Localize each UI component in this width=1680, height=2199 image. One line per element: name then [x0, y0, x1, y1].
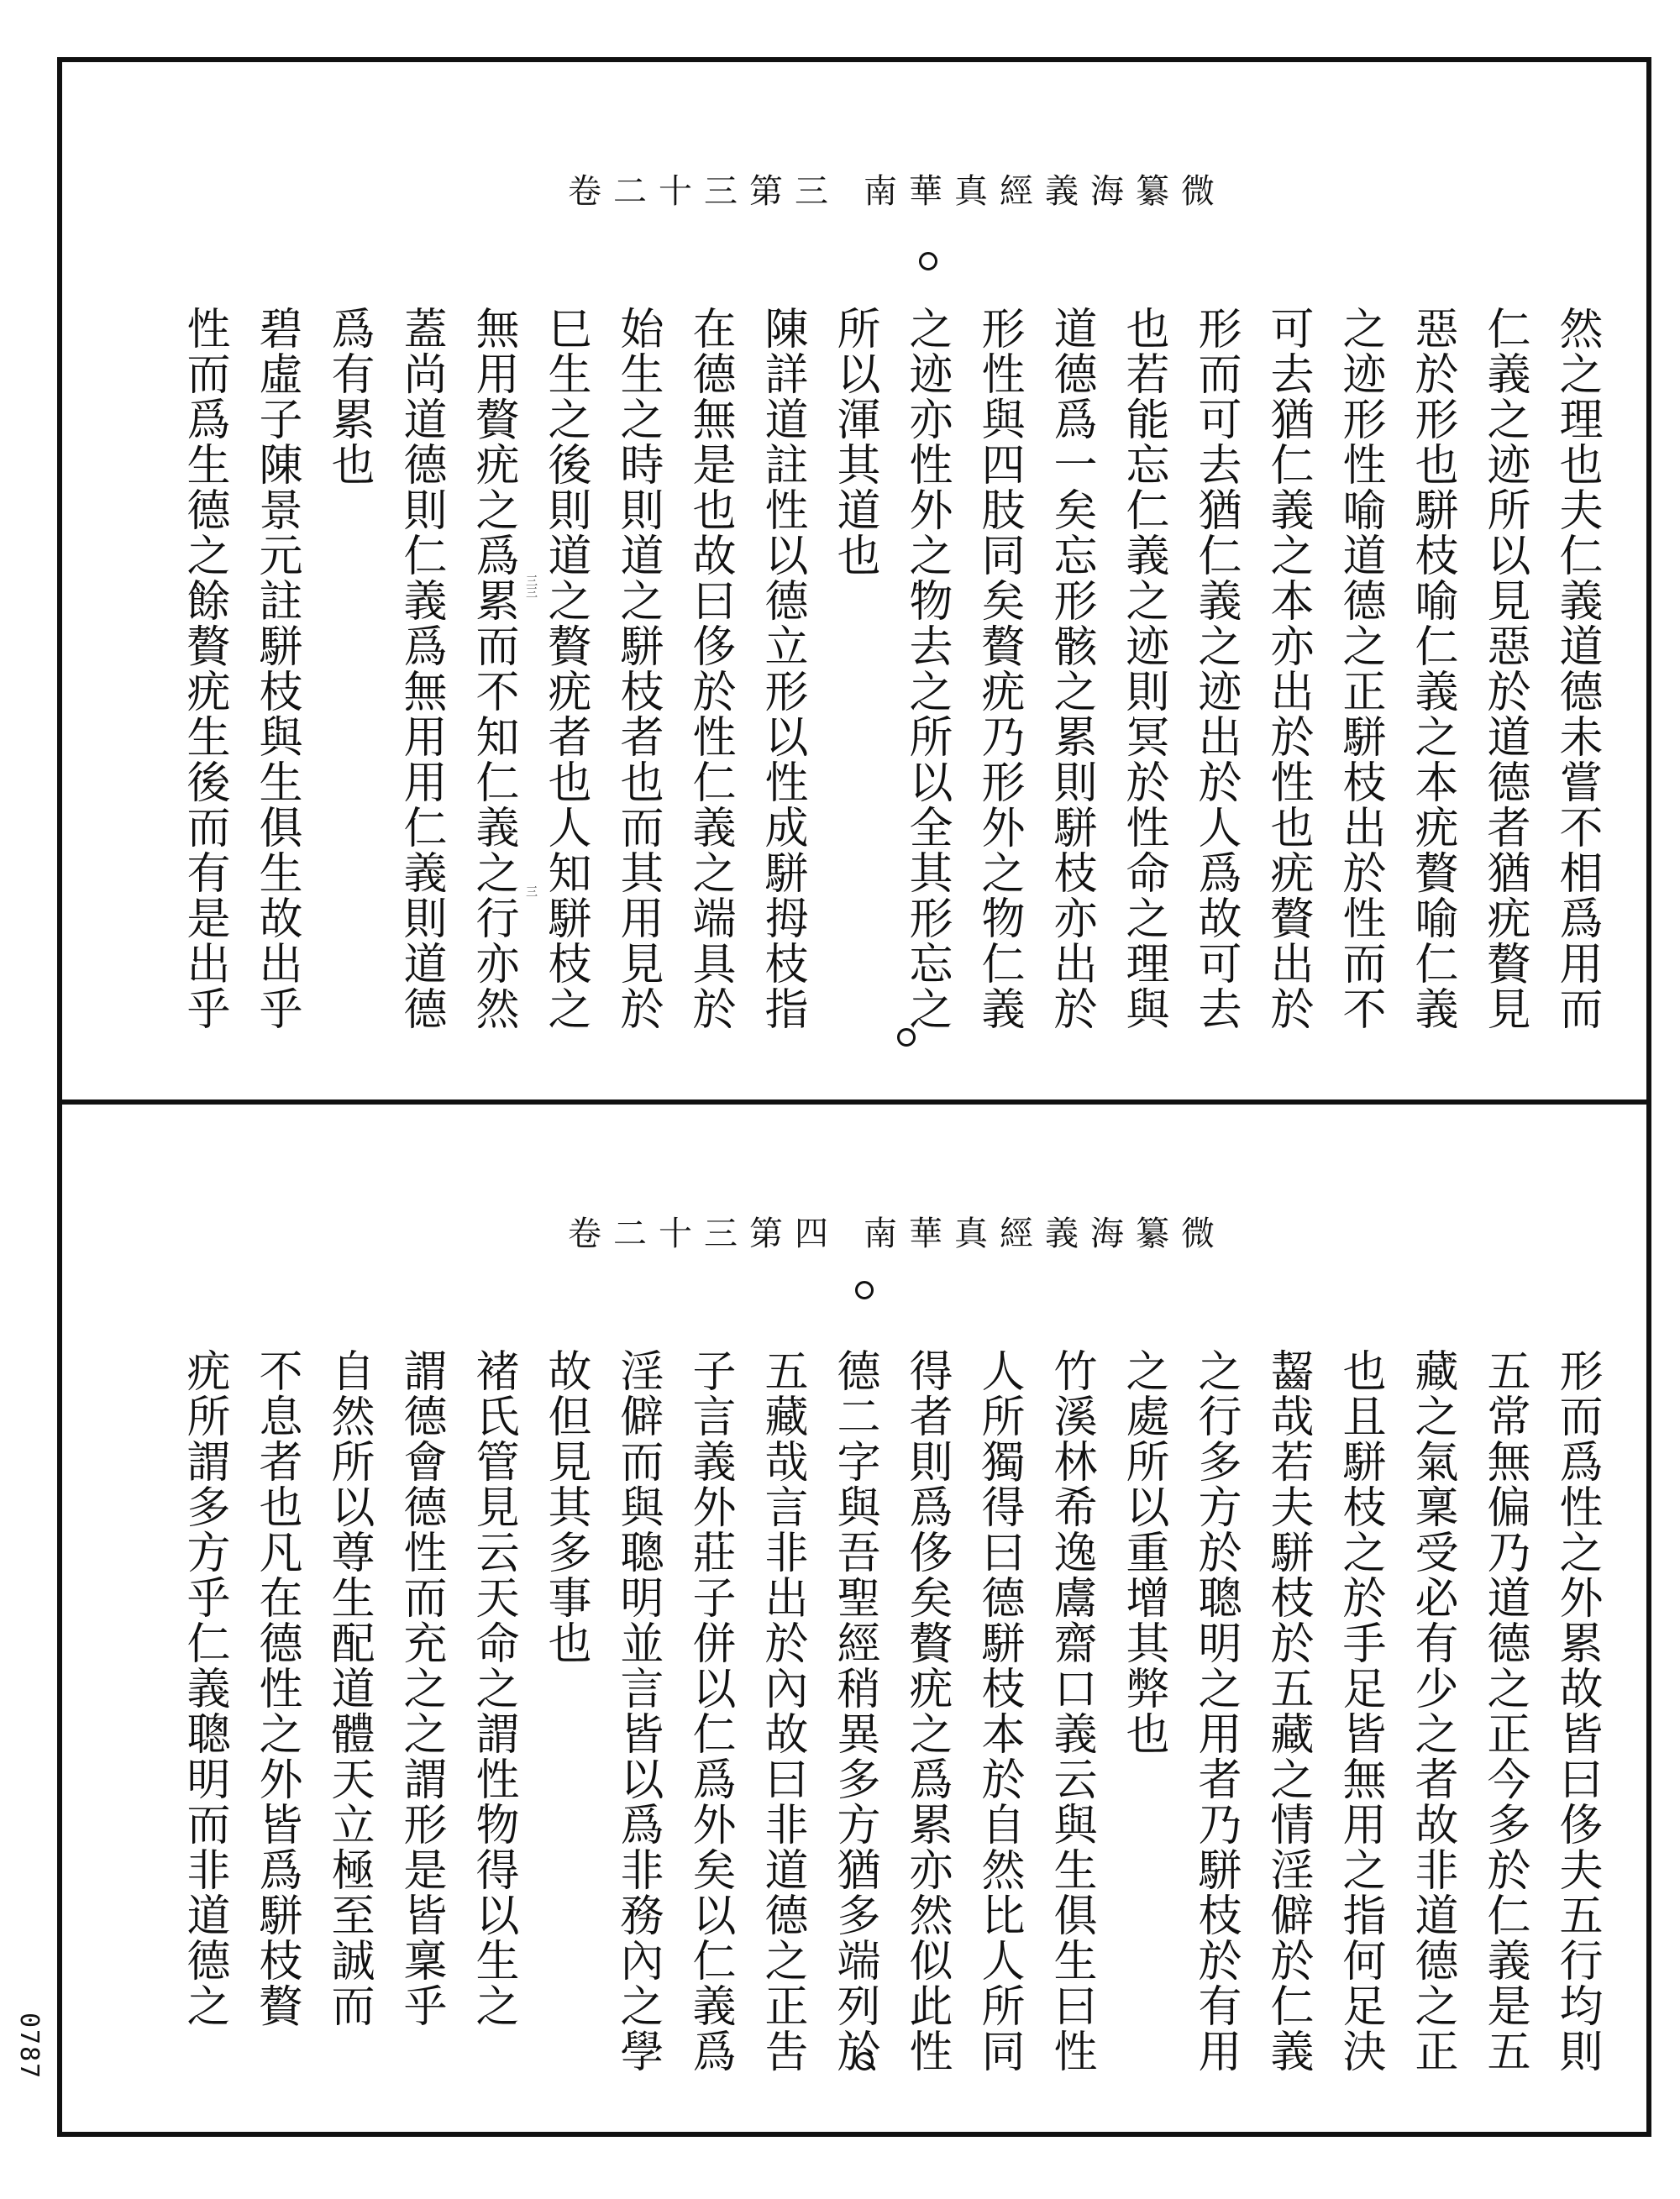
text-columns-top — [96, 306, 1613, 1045]
text-column: 之迹形性喻道德之正駢枝出於性而不 — [1335, 306, 1385, 1031]
text-column: 五藏哉言非出於內故曰非道德之正吿 — [757, 1348, 807, 2074]
text-column: 巳生之後則道之贅疣者也人知駢枝之 — [540, 306, 591, 1031]
top-panel — [62, 62, 1646, 1100]
text-column: 形而爲性之外累故皆曰侈夫五行均則 — [1551, 1348, 1602, 2074]
text-column: 道德爲一矣忘形骸之累則駢枝亦出於 — [1046, 306, 1096, 1031]
circle-marker-icon — [855, 1281, 874, 1299]
text-column: 可去猶仁義之本亦出於性也疣贅出於 — [1263, 306, 1313, 1031]
text-column: 得者則爲侈矣贅疣之爲累亦然似此性 — [901, 1348, 952, 2074]
text-column: 人所獨得曰德駢枝本於自然比人所同 — [974, 1348, 1024, 2074]
circle-marker-icon — [919, 252, 937, 270]
page-frame — [57, 57, 1651, 2137]
text-column: 爲有累也 — [323, 306, 374, 487]
text-column: 五常無偏乃道德之正今多於仁義是五 — [1479, 1348, 1530, 2074]
text-column: 形性與四肢同矣贅疣乃形外之物仁義 — [974, 306, 1024, 1031]
text-column: 子言義外莊子併以仁爲外矣以仁義爲 — [685, 1348, 735, 2074]
text-column: 德二字與吾聖經稍異多方猶多端列於 — [829, 1348, 879, 2074]
text-column: 之迹亦性外之物去之所以全其形忘之 — [901, 306, 952, 1031]
text-column: 淫僻而與聰明並言皆以爲非務內之學 — [612, 1348, 663, 2074]
text-column: 之行多方於聰明之用者乃駢枝於有用 — [1190, 1348, 1241, 2074]
volume-label: 卷二十三第三 — [568, 172, 840, 211]
text-column: 形而可去猶仁義之迹出於人爲故可去 — [1190, 306, 1241, 1031]
text-column: 藏之氣稟受必有少之者故非道德之正 — [1407, 1348, 1457, 2074]
book-title: 南華真經義海纂微 — [864, 1215, 1226, 1253]
text-columns-bottom — [96, 1348, 1613, 2087]
text-column: 在德無是也故曰侈於性仁義之端具於 — [685, 306, 735, 1031]
page-number: 0787 — [14, 2013, 44, 2081]
text-column: 碧虛子陳景元註駢枝與生俱生故出乎 — [251, 306, 302, 1031]
text-column: 所以渾其道也 — [829, 306, 879, 578]
running-head-bottom — [62, 1207, 1646, 1257]
margin-note: 三三 — [524, 575, 538, 598]
text-column: 故但見其多事也 — [540, 1348, 591, 1666]
text-column: 性而爲生德之餘贅疣生後而有是出乎 — [179, 306, 229, 1031]
text-column: 疣所謂多方乎仁義聰明而非道德之 — [179, 1348, 229, 2028]
text-column: 惡於形也駢枝喻仁義之本疣贅喻仁義 — [1407, 306, 1457, 1031]
text-column: 蓋尚道德則仁義爲無用用仁義則道德 — [396, 306, 446, 1031]
text-column: 不息者也凡在德性之外皆爲駢枝贅 — [251, 1348, 302, 2028]
text-column: 也若能忘仁義之迹則冥於性命之理與 — [1118, 306, 1168, 1031]
running-head-top — [62, 165, 1646, 215]
text-column: 仁義之迹所以見惡於道德者猶疣贅見 — [1479, 306, 1530, 1031]
volume-label: 卷二十三第四 — [568, 1215, 840, 1253]
text-column: 褚氏管見云天命之謂性物得以生之 — [468, 1348, 518, 2028]
text-column: 齧哉若夫駢枝於五藏之情淫僻於仁義 — [1263, 1348, 1313, 2074]
text-column: 然之理也夫仁義道德未嘗不相爲用而 — [1551, 306, 1602, 1031]
text-column: 陳詳道註性以德立形以性成駢拇枝指 — [757, 306, 807, 1031]
text-column: 也且駢枝之於手足皆無用之指何足決 — [1335, 1348, 1385, 2074]
text-column: 之處所以重增其弊也 — [1118, 1348, 1168, 1756]
book-title: 南華真經義海纂微 — [864, 172, 1226, 211]
text-column: 竹溪林希逸鬳齋口義云與生俱生曰性 — [1046, 1348, 1096, 2074]
text-column: 無用贅疣之爲累而不知仁義之行亦然 — [468, 306, 518, 1031]
margin-note: 三 — [524, 885, 538, 897]
text-column: 謂德會德性而充之之謂形是皆稟乎 — [396, 1348, 446, 2028]
bottom-panel — [62, 1105, 1646, 2137]
text-column: 始生之時則道之駢枝者也而其用見於 — [612, 306, 663, 1031]
text-column: 自然所以尊生配道體天立極至誠而 — [323, 1348, 374, 2028]
